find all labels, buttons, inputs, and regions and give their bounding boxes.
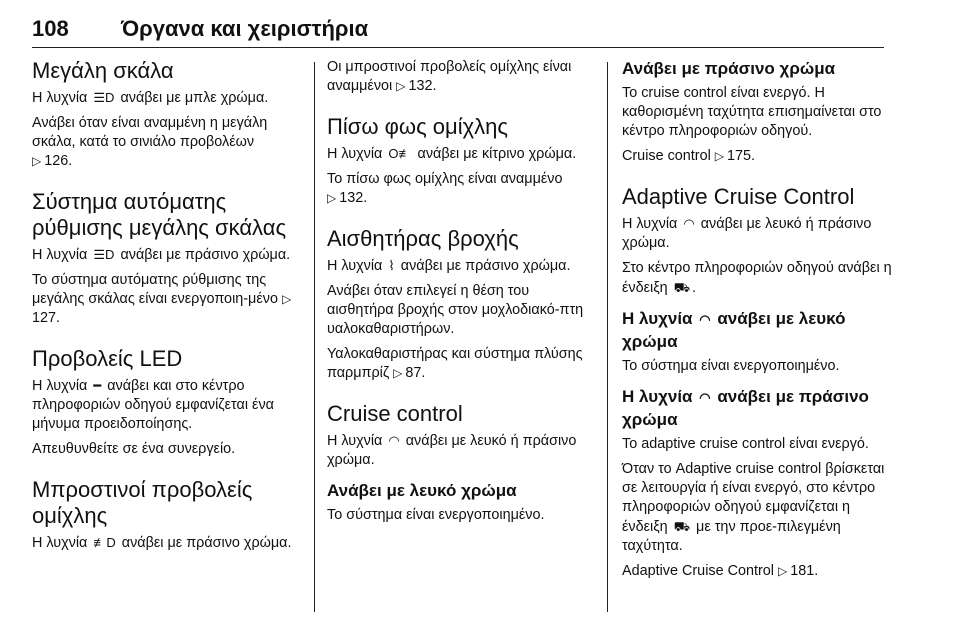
section-title: Adaptive Cruise Control <box>622 184 855 209</box>
reference-arrow-icon: ▷ <box>396 79 406 93</box>
column-3 <box>622 58 892 587</box>
page-reference[interactable]: 132. <box>339 190 368 206</box>
auto-high-beam-icon: ☰D <box>93 247 115 262</box>
section-title: Πίσω φως ομίχλης <box>327 114 508 139</box>
paragraph: Το cruise control είναι ενεργό. Η καθορισμένη ταχύτητα επισημαίνεται στο κέντρο πληροφοριών οδηγού. <box>622 85 882 139</box>
paragraph: Η λυχνία O≢ ανάβει με κίτρινο χρώμα. <box>327 146 577 162</box>
page-header <box>32 10 884 46</box>
cruise-control-icon: ◠ <box>699 390 711 405</box>
section-title: Cruise control <box>327 401 463 426</box>
subsection-title: Η λυχνία ◠ ανάβει με λευκό χρώμα <box>622 309 846 351</box>
reference-arrow-icon: ▷ <box>714 149 725 163</box>
subsection-title: Ανάβει με πράσινο χρώμα <box>622 59 836 78</box>
cruise-control-icon: ◠ <box>699 312 711 327</box>
cruise-control-icon: ◠ <box>388 433 400 448</box>
paragraph: Ανάβει όταν επιλεγεί η θέση του αισθητήρα βροχής στον μοχλοδιακό-πτη υαλοκαθαριστήρων. <box>327 283 584 337</box>
paragraph: Η λυχνία ◠ ανάβει με λευκό ή πράσινο χρώμα. <box>622 216 872 251</box>
page-reference[interactable]: 87. <box>405 365 426 381</box>
vehicle-ahead-icon: ⛟ <box>673 280 691 295</box>
reference-arrow-icon: ▷ <box>32 154 42 168</box>
page-reference[interactable]: 132. <box>408 78 437 94</box>
paragraph: Στο κέντρο πληροφοριών οδηγού ανάβει η ένδειξη ⛟ . <box>622 260 892 296</box>
reference-arrow-icon: ▷ <box>327 191 337 205</box>
subsection-title: Ανάβει με λευκό χρώμα <box>327 481 517 500</box>
rain-sensor-icon: ⌇ <box>388 258 395 273</box>
adaptive-cruise-icon: ◠ <box>683 216 695 231</box>
page-reference[interactable]: 127. <box>32 310 61 326</box>
page-number: 108 <box>32 16 69 41</box>
paragraph: Η λυχνία ◠ ανάβει με λευκό ή πράσινο χρώμα. <box>327 433 577 468</box>
page-reference[interactable]: 126. <box>44 153 73 169</box>
rear-fog-light-icon: O≢ <box>388 146 412 161</box>
vehicle-ahead-icon: ⛟ <box>673 519 691 534</box>
section-title: Αισθητήρας βροχής <box>327 226 519 251</box>
paragraph: Όταν το Adaptive cruise control βρίσκεται σε λειτουργία ή είναι ενεργό, στο κέντρο πληροφοριών οδηγού εμφανίζεται η ένδειξη ⛟ με την προε-πιλεγμένη ταχύτητα. <box>622 461 885 554</box>
page-reference[interactable]: 181. <box>790 563 819 579</box>
paragraph: Το σύστημα είναι ενεργοποιημένο. <box>327 507 545 523</box>
high-beam-icon: ☰D <box>93 90 115 105</box>
paragraph: Απευθυνθείτε σε ένα συνεργείο. <box>32 441 236 457</box>
reference-arrow-icon: ▷ <box>393 366 403 380</box>
column-divider-1 <box>314 62 315 612</box>
paragraph: Το σύστημα αυτόματης ρύθμισης της μεγάλης σκάλας είναι ενεργοποιη-μένο ▷127. <box>32 271 302 328</box>
paragraph: Υαλοκαθαριστήρας και σύστημα πλύσης παρμπρίζ ▷ 87. <box>327 346 583 381</box>
subsection-title: Η λυχνία ◠ ανάβει με πράσινο χρώμα <box>622 387 869 429</box>
column-2 <box>327 58 599 531</box>
paragraph: Η λυχνία ≢D ανάβει με πράσινο χρώμα. <box>32 535 292 551</box>
page-title: Όργανα και χειριστήρια <box>121 16 369 41</box>
section-title: Μεγάλη σκάλα <box>32 58 174 83</box>
paragraph: Η λυχνία ☰D ανάβει με πράσινο χρώμα. <box>32 247 291 263</box>
paragraph: Cruise control ▷ 175. <box>622 148 756 164</box>
paragraph: Η λυχνία ☰D ανάβει με μπλε χρώμα. <box>32 90 269 106</box>
paragraph: Οι μπροστινοί προβολείς ομίχλης είναι αναμμένοι ▷ 132. <box>327 59 572 94</box>
led-headlight-icon: ━ <box>93 378 102 393</box>
paragraph: Adaptive Cruise Control ▷ 181. <box>622 563 819 579</box>
reference-arrow-icon: ▷ <box>281 292 292 306</box>
paragraph: Η λυχνία ⌇ ανάβει με πράσινο χρώμα. <box>327 258 571 274</box>
column-divider-2 <box>607 62 608 612</box>
page-reference[interactable]: 175. <box>727 148 756 164</box>
front-fog-light-icon: ≢D <box>93 535 116 550</box>
section-title: Μπροστινοί προβολείς ομίχλης <box>32 477 253 528</box>
section-title: Σύστημα αυτόματης ρύθμισης μεγάλης σκάλας <box>32 189 287 240</box>
header-rule <box>32 47 884 48</box>
paragraph: Το σύστημα είναι ενεργοποιημένο. <box>622 358 840 374</box>
section-title: Προβολείς LED <box>32 346 183 371</box>
paragraph: Ανάβει όταν είναι αναμμένη η μεγάλη σκάλα, κατά το σινιάλο προβολέων ▷ 126. <box>32 115 268 169</box>
paragraph: Η λυχνία ━ ανάβει και στο κέντρο πληροφοριών οδηγού εμφανίζεται ένα μήνυμα προειδοποίησης. <box>32 378 274 432</box>
column-1 <box>32 58 302 559</box>
paragraph: Το adaptive cruise control είναι ενεργό. <box>622 436 869 452</box>
paragraph: Το πίσω φως ομίχλης είναι αναμμένο ▷ 132. <box>327 171 563 206</box>
reference-arrow-icon: ▷ <box>777 564 788 578</box>
